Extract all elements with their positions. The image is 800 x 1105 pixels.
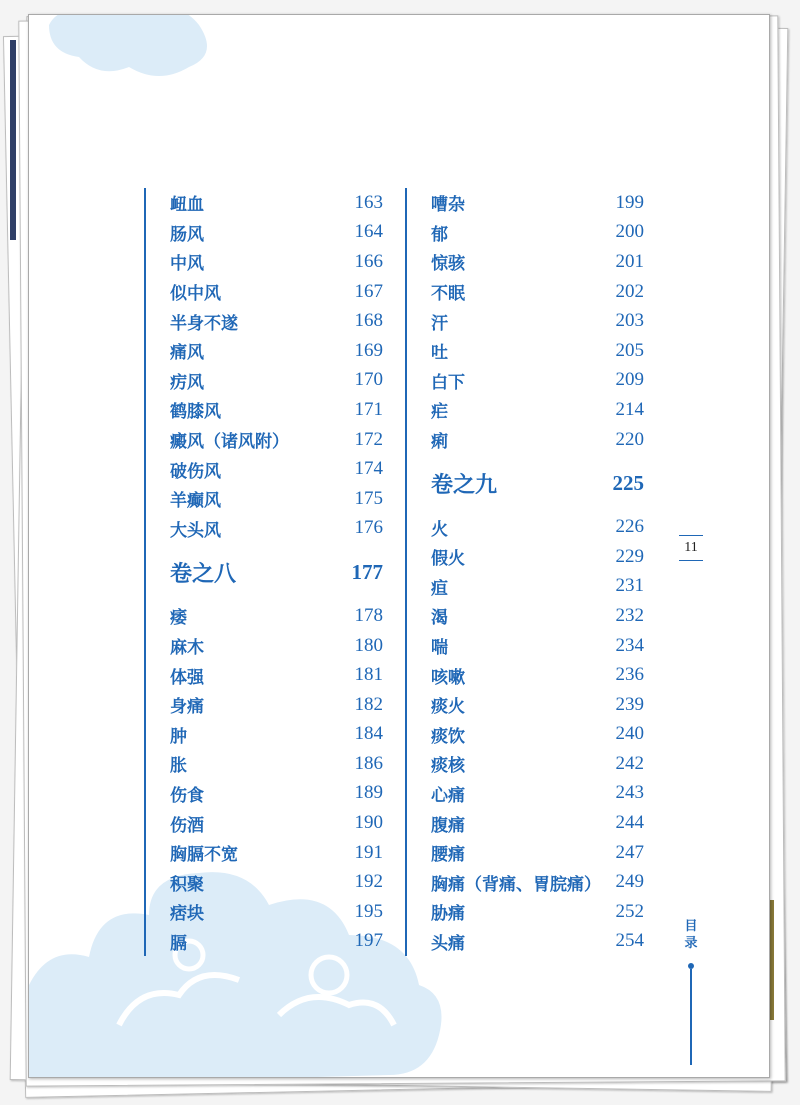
toc-entry-title: 痰火 <box>431 697 465 718</box>
toc-entry-page: 186 <box>354 752 383 774</box>
toc-entry[interactable] <box>431 336 644 366</box>
side-label <box>683 918 699 1065</box>
toc-entry-title: 痛风 <box>170 343 204 364</box>
toc-entry[interactable] <box>431 306 644 336</box>
toc-entry[interactable] <box>431 631 644 661</box>
toc-entry-title: 白下 <box>431 372 465 393</box>
toc-entry-page: 191 <box>354 841 383 863</box>
toc-entry[interactable] <box>431 897 644 927</box>
toc-page <box>28 14 770 1078</box>
toc-entry[interactable] <box>431 838 644 868</box>
book-edge <box>10 40 16 240</box>
toc-entry-title: 大头风 <box>170 520 221 541</box>
toc-entry[interactable] <box>170 277 383 307</box>
toc-entry-title: 破伤风 <box>170 461 221 482</box>
cloud-decoration-top <box>39 14 219 85</box>
side-label-char: 录 <box>684 936 698 951</box>
toc-entry[interactable] <box>170 631 383 661</box>
toc-entry[interactable] <box>170 188 383 218</box>
toc-entry-title: 汗 <box>431 313 448 334</box>
toc-entry-title: 鹤膝风 <box>170 402 221 423</box>
toc-entry-page: 192 <box>354 871 383 893</box>
toc-entry-title: 衄血 <box>170 195 204 216</box>
volume-title: 卷之八 <box>170 560 237 587</box>
toc-entry[interactable] <box>170 897 383 927</box>
toc-entry-page: 205 <box>615 339 644 361</box>
toc-entry-page: 178 <box>354 604 383 626</box>
toc-entry[interactable] <box>431 808 644 838</box>
toc-entry[interactable] <box>431 247 644 277</box>
toc-entry[interactable] <box>431 720 644 750</box>
toc-entry-title: 身痛 <box>170 697 204 718</box>
toc-entry-title: 体强 <box>170 667 204 688</box>
toc-entry[interactable] <box>431 690 644 720</box>
toc-entry-title: 惊骇 <box>431 254 465 275</box>
toc-entry-page: 181 <box>354 664 383 686</box>
toc-entry-title: 胸膈不宽 <box>170 845 238 866</box>
toc-entry-title: 胸痛（背痛、胃脘痛） <box>431 874 601 895</box>
toc-entry-title: 腰痛 <box>431 845 465 866</box>
toc-volume-heading[interactable] <box>170 557 383 587</box>
toc-entry-title: 吐 <box>431 343 448 364</box>
toc-entry-title: 痿 <box>170 608 187 629</box>
toc-entry-page: 239 <box>615 693 644 715</box>
toc-entry-page: 171 <box>354 398 383 420</box>
toc-entry-page: 166 <box>354 250 383 272</box>
toc-entry-page: 190 <box>354 812 383 834</box>
toc-entry-title: 火 <box>431 519 448 540</box>
toc-entry-page: 184 <box>354 723 383 745</box>
toc-entry-page: 202 <box>615 280 644 302</box>
toc-entry-title: 伤酒 <box>170 815 204 836</box>
toc-entry-page: 236 <box>615 664 644 686</box>
toc-entry[interactable] <box>170 749 383 779</box>
toc-entry-page: 201 <box>615 250 644 272</box>
toc-entry-page: 168 <box>354 310 383 332</box>
toc-entry[interactable] <box>431 601 644 631</box>
toc-column-left <box>144 188 383 956</box>
toc-entry-page: 252 <box>615 900 644 922</box>
toc-entry[interactable] <box>431 572 644 602</box>
toc-entry-title: 假火 <box>431 549 465 570</box>
toc-entry-page: 182 <box>354 693 383 715</box>
toc-entry-page: 220 <box>615 428 644 450</box>
page-number-block <box>679 535 703 561</box>
toc-entry-page: 164 <box>354 221 383 243</box>
toc-entry[interactable] <box>170 514 383 544</box>
toc-entry[interactable] <box>431 660 644 690</box>
toc-entry-title: 积聚 <box>170 874 204 895</box>
toc-entry-title: 渴 <box>431 608 448 629</box>
toc-entry-page: 172 <box>354 428 383 450</box>
toc-entry-page: 254 <box>615 930 644 952</box>
toc-entry-page: 203 <box>615 310 644 332</box>
toc-entry[interactable] <box>170 366 383 396</box>
toc-entry-page: 199 <box>615 191 644 213</box>
toc-entry-title: 肿 <box>170 726 187 747</box>
toc-entry[interactable] <box>170 484 383 514</box>
toc-entry-page: 163 <box>354 191 383 213</box>
toc-entry-title: 痢 <box>431 432 448 453</box>
toc-entry-page: 247 <box>615 841 644 863</box>
toc-entry-title: 不眠 <box>431 284 465 305</box>
toc-entry[interactable] <box>431 542 644 572</box>
toc-entry-page: 195 <box>354 900 383 922</box>
toc-entry-page: 231 <box>615 575 644 597</box>
toc-entry[interactable] <box>170 336 383 366</box>
toc-entry-page: 176 <box>354 517 383 539</box>
side-label-char: 目 <box>684 919 698 934</box>
toc-entry[interactable] <box>431 779 644 809</box>
toc-entry-title: 中风 <box>170 254 204 275</box>
toc-entry-title: 痰饮 <box>431 726 465 747</box>
toc-entry-title: 癜风（诸风附） <box>170 432 289 453</box>
toc-volume-heading[interactable] <box>431 468 644 498</box>
toc-entry-title: 肠风 <box>170 224 204 245</box>
toc-entry-page: 229 <box>615 545 644 567</box>
toc-entry[interactable] <box>170 838 383 868</box>
toc-entry[interactable] <box>170 395 383 425</box>
toc-entry[interactable] <box>431 395 644 425</box>
toc-entry[interactable] <box>170 779 383 809</box>
toc-entry[interactable] <box>431 927 644 957</box>
toc-entry-page: 226 <box>615 516 644 538</box>
toc-entry[interactable] <box>170 247 383 277</box>
toc-entry-page: 200 <box>615 221 644 243</box>
toc-entry-page: 243 <box>615 782 644 804</box>
toc-column-right <box>405 188 644 956</box>
toc-entry-page: 189 <box>354 782 383 804</box>
toc-entry-title: 咳嗽 <box>431 667 465 688</box>
toc-entry-page: 242 <box>615 752 644 774</box>
toc-entry[interactable] <box>431 218 644 248</box>
toc-entry[interactable] <box>170 218 383 248</box>
toc-entry-page: 197 <box>354 930 383 952</box>
toc-entry[interactable] <box>170 808 383 838</box>
volume-page: 225 <box>612 470 644 495</box>
toc-entry[interactable] <box>170 454 383 484</box>
toc-entry-page: 170 <box>354 369 383 391</box>
toc-entry-title: 痰核 <box>431 756 465 777</box>
toc-entry-title: 嘈杂 <box>431 195 465 216</box>
toc-entry-title: 腹痛 <box>431 815 465 836</box>
toc-entry[interactable] <box>431 749 644 779</box>
toc-entry[interactable] <box>170 867 383 897</box>
toc-entry-title: 疟 <box>431 402 448 423</box>
toc-entry[interactable] <box>431 188 644 218</box>
page-number-rule <box>679 560 703 561</box>
toc-entry-page: 214 <box>615 398 644 420</box>
toc-entry[interactable] <box>170 601 383 631</box>
volume-page: 177 <box>351 559 383 584</box>
toc-entry-title: 羊癫风 <box>170 491 221 512</box>
page-number: 11 <box>684 540 698 555</box>
toc-entry-title: 麻木 <box>170 638 204 659</box>
toc-entry-title: 喘 <box>431 638 448 659</box>
toc-entry[interactable] <box>431 425 644 455</box>
toc-entry[interactable] <box>170 927 383 957</box>
toc-entry[interactable] <box>170 306 383 336</box>
toc-entry-title: 疠风 <box>170 372 204 393</box>
toc-entry[interactable] <box>431 512 644 542</box>
toc-entry[interactable] <box>170 720 383 750</box>
toc-entry-page: 167 <box>354 280 383 302</box>
toc-entry-page: 249 <box>615 871 644 893</box>
toc-entry-title: 痞块 <box>170 904 204 925</box>
toc-entry-title: 疸 <box>431 578 448 599</box>
toc-entry[interactable] <box>170 660 383 690</box>
toc-entry[interactable] <box>431 277 644 307</box>
toc-entry-title: 头痛 <box>431 933 465 954</box>
toc-entry-title: 似中风 <box>170 284 221 305</box>
toc-entry-page: 232 <box>615 604 644 626</box>
toc-entry-page: 209 <box>615 369 644 391</box>
toc-entry[interactable] <box>170 690 383 720</box>
volume-title: 卷之九 <box>431 471 498 498</box>
toc-entry-page: 240 <box>615 723 644 745</box>
toc-entry-page: 234 <box>615 634 644 656</box>
toc-entry-page: 244 <box>615 812 644 834</box>
toc-entry-page: 169 <box>354 339 383 361</box>
toc-entry-page: 174 <box>354 458 383 480</box>
toc-entry[interactable] <box>431 867 644 897</box>
toc-entry-title: 膈 <box>170 933 187 954</box>
toc-entry-title: 心痛 <box>431 785 465 806</box>
toc-entry-title: 胀 <box>170 756 187 777</box>
side-line <box>690 969 692 1065</box>
toc-entry[interactable] <box>431 366 644 396</box>
toc-entry-title: 胁痛 <box>431 904 465 925</box>
toc-entry[interactable] <box>170 425 383 455</box>
toc-entry-title: 郁 <box>431 224 448 245</box>
toc-entry-title: 半身不遂 <box>170 313 238 334</box>
toc-entry-page: 175 <box>354 487 383 509</box>
toc-entry-title: 伤食 <box>170 785 204 806</box>
toc-entry-page: 180 <box>354 634 383 656</box>
